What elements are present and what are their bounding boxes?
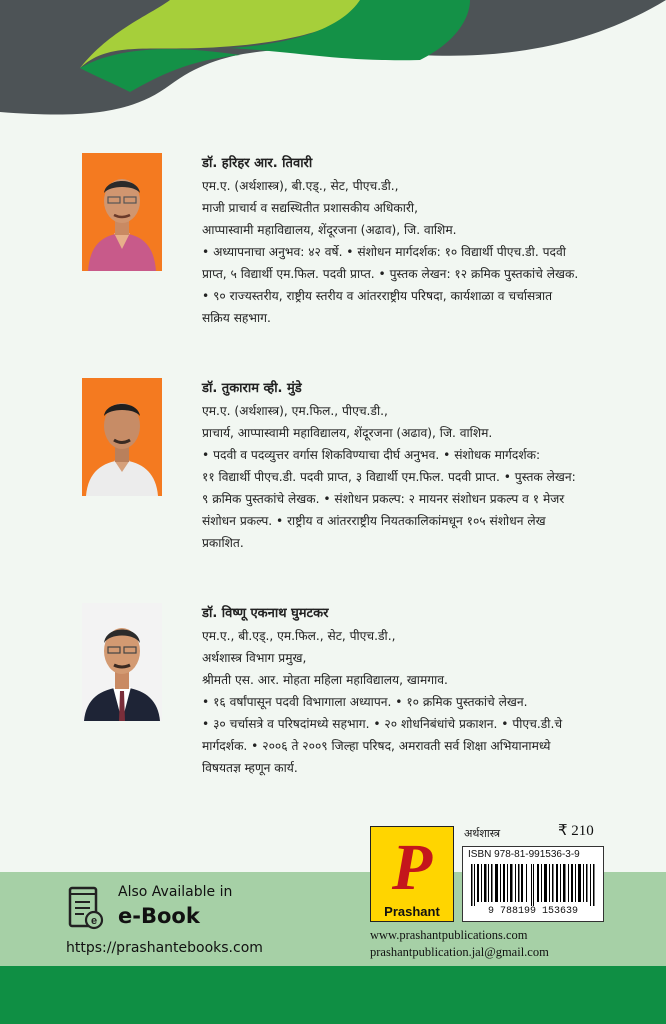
svg-text:e: e (90, 915, 98, 927)
bio-line: • पदवी व पदव्युत्तर वर्गास शिकविण्याचा दीर्घ अनुभव. • संशोधक मार्गदर्शक: (202, 448, 541, 462)
author-name: डॉ. विष्णू एकनाथ घुमटकर (202, 606, 329, 621)
ebook-line2: e-Book (118, 904, 200, 928)
bio-line: एम.ए. (अर्थशास्त्र), एम.फिल., पीएच.डी., (202, 404, 388, 418)
logo-p-icon (371, 827, 453, 901)
price: ₹ 210 (558, 823, 594, 839)
author-name: डॉ. तुकाराम व्ही. मुंडे (202, 381, 302, 396)
footer-green-strip (0, 966, 666, 1024)
isbn-text: ISBN 978-81-991536-3-9 (468, 849, 580, 860)
author-bio-2 (202, 378, 632, 554)
bio-line: प्रकाशित. (202, 536, 244, 550)
bio-line: सक्रिय सहभाग. (202, 311, 271, 325)
bio-line: प्राचार्य, आप्पास्वामी महाविद्यालय, शेंदूरजना (अढाव), जि. वाशिम. (202, 426, 493, 440)
bio-line: मार्गदर्शक. • २००६ ते २००९ जिल्हा परिषद, अमरावती सर्व शिक्षा अभियानामध्ये (202, 739, 551, 753)
ebook-line1: Also Available in (118, 884, 233, 900)
publisher-email-link[interactable]: prashantpublication.jal@gmail.com (370, 945, 549, 959)
publisher-brand: Prashant (384, 904, 440, 919)
bio-line: एम.ए., बी.एड्., एम.फिल., सेट, पीएच.डी., (202, 629, 396, 643)
bio-line: अर्थशास्त्र विभाग प्रमुख, (202, 651, 307, 665)
bio-line: • ३० चर्चासत्रे व परिषदांमध्ये सहभाग. • २० शोधनिबंधांचे प्रकाशन. • पीएच.डी.चे (202, 717, 563, 731)
author-photo-1 (82, 153, 162, 271)
subject-label: अर्थशास्त्र (464, 827, 501, 840)
bio-line: श्रीमती एस. आर. मोहता महिला महाविद्यालय, खामगाव. (202, 673, 448, 687)
author-bio-3 (202, 603, 632, 779)
barcode (469, 864, 597, 906)
bio-line: ११ विद्यार्थी पीएच.डी. पदवी प्राप्त, ३ विद्यार्थी एम.फिल. पदवी प्राप्त. • पुस्तक लेखन: (202, 470, 576, 484)
bio-line: • १६ वर्षांपासून पदवी विभागाला अध्यापन. • १० क्रमिक पुस्तकांचे लेखन. (202, 695, 528, 709)
isbn-barcode-box (462, 846, 604, 922)
bio-line: एम.ए. (अर्थशास्त्र), बी.एड्., सेट, पीएच.डी., (202, 179, 399, 193)
ebook-url-link[interactable]: https://prashantebooks.com (66, 940, 263, 956)
publisher-website-link[interactable]: www.prashantpublications.com (370, 928, 528, 942)
bio-line: संशोधन प्रकल्प. • राष्ट्रीय व आंतरराष्ट्रीय नियतकालिकांमधून १०५ संशोधन लेख (202, 514, 546, 528)
ebook-icon (66, 886, 104, 932)
bio-line: ९ क्रमिक पुस्तकांचे लेखक. • संशोधन प्रकल्प: २ मायनर संशोधन प्रकल्प व १ मेजर (202, 492, 565, 506)
ebook-availability (66, 884, 326, 964)
bio-line: माजी प्राचार्य व सद्यस्थितीत प्रशासकीय अधिकारी, (202, 201, 418, 215)
bio-line: प्राप्त, ५ विद्यार्थी एम.फिल. पदवी प्राप्त. • पुस्तक लेखन: १२ क्रमिक पुस्तकांचे लेखक. (202, 267, 579, 281)
bio-line: आप्पास्वामी महाविद्यालय, शेंदूरजना (अढाव), जि. वाशिम. (202, 223, 457, 237)
top-wave-decoration (0, 0, 666, 130)
svg-text:P: P (391, 831, 433, 901)
barcode-number: 9 788199 153639 (487, 906, 578, 917)
author-photo-3 (82, 603, 162, 721)
author-photo-2 (82, 378, 162, 496)
bio-line: विषयतज्ञ म्हणून कार्य. (202, 761, 298, 775)
bio-line: • ९० राज्यस्तरीय, राष्ट्रीय स्तरीय व आंतरराष्ट्रीय परिषदा, कार्यशाळा व चर्चासत्रात (202, 289, 553, 303)
publisher-logo (370, 826, 454, 922)
author-name: डॉ. हरिहर आर. तिवारी (202, 156, 313, 171)
author-bio-1 (202, 153, 632, 329)
bio-line: • अध्यापनाचा अनुभव: ४२ वर्षे. • संशोधन मार्गदर्शक: १० विद्यार्थी पीएच.डी. पदवी (202, 245, 566, 259)
